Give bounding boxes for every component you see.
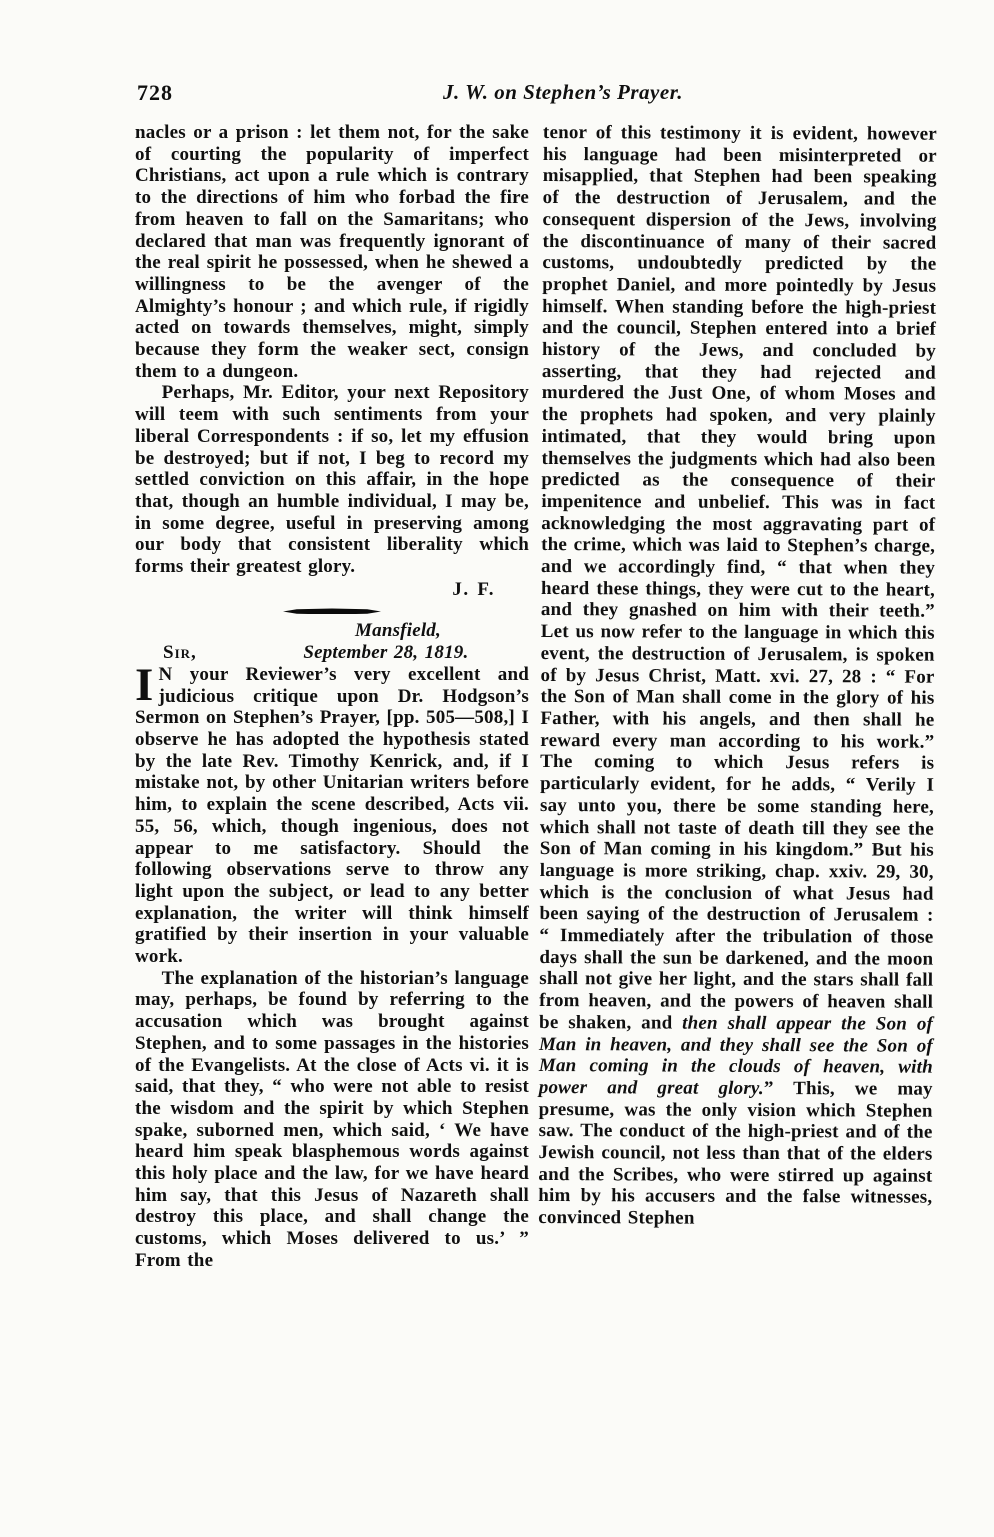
letter-opening-paragraph [135,658,529,968]
right-column [538,122,937,1273]
paragraph-continuation [538,122,937,1231]
letter-date: September 28, 1819. [303,642,469,664]
section-divider-rule [283,608,381,614]
letter-salutation: Sir, [163,642,197,664]
text-columns [135,122,937,1272]
signature: J. F. [452,578,495,600]
running-title: J. W. on Stephen’s Prayer. [443,80,683,104]
paragraph: The explanation of the historian’s language may, perhaps, be found by referring to the accusation which was brought against Stephen, and to some passages in the histories of the Evangelists. At the close of Acts vi. it is said, that they, “ who were not able to resist the wisdom and the spirit by which Stephen spake, suborned men, which said, ‘ We have heard him speak blasphemous words against this holy place and the law, for we have heard him say, that this Jesus of Nazareth shall destroy this place, and shall change the customs, which Moses delivered to us.’ ” From the [135,967,529,1271]
paragraph: Perhaps, Mr. Editor, your next Repository will teem with such sentiments from your liberal Correspondents : if so, let my effusion be destroyed; but if not, I beg to record my settled conviction on this affair, in the hope that, though an humble individual, I may be, in some degree, useful in preserving among our body that consistent liberality which forms their greatest glory. [135,382,529,578]
letter-place: Mansfield, [355,620,441,642]
paragraph-text: ” This, we may presume, was the only vision which Stephen saw. The conduct of the high-priest and of the Jewish council, not less than that of the elders and the Scribes, who were stirred up against him by his accusers and the false witnesses, convinced Stephen [538,1077,933,1229]
page-number: 728 [137,80,173,105]
dropcap-initial: I [135,658,154,711]
scripture-quote-italic: then shall appear the Son of Man in heaven, and they shall see the Son of Man coming in the clouds of heaven, with power and great glory. [538,1012,934,1099]
letter-salutation-line [135,642,529,664]
page-header [135,80,935,110]
paragraph-continuation: nacles or a prison : let them not, for the sake of courting the popularity of imperfect Christians, act upon a rule which is contrary to the directions of him who forbad the fire from heaven to fall on the Samaritans; who declared that man was frequently ignorant of the real spirit he possessed, when he shewed a willingness to be the avenger of the Almighty’s honour ; and which rule, if rigidly acted on towards themselves, might, simply because they form the weaker sect, consign them to a dungeon. [135,122,529,382]
paragraph-text: tenor of this testimony it is evident, however his language had been misinterpreted or misapplied, that Stephen had been speaking of the destruction of Jerusalem, and the consequent dispersion of the Jews, involving the discontinuance of many of their sacred customs, undoubtedly predicted by the prophet Daniel, and more pointedly by Jesus himself. When standing before the high-priest and the council, Stephen entered into a brief history of the Jews, and concluded by asserting, that they had rejected and murdered the Just One, of whom Moses and the prophets had spoken, and very plainly intimated, that they would bring upon themselves the judgments which had also been predicted as the consequence of their impenitence and unbelief. This was in fact acknowledging the most aggravating part of the crime, which was laid to Stephen’s charge, and we accordingly find, “ that when they heard these things, they were cut to the heart, and they gnashed on him with their teeth.” Let us now refer to the language in which this event, the destruction of Jerusalem, is spoken of by Jesus Christ, Matt. xvi. 27, 28 : “ For the Son of Man shall come in the glory of his Father, with his angels, and then shall he reward every man according to his work.” The coming to which Jesus refers is particularly evident, for he adds, “ Verily I say unto you, there be some standing here, which shall not taste of death till they see the Son of Man coming in his kingdom.” But his language is more striking, chap. xxiv. 29, 30, which is the conclusion of what Jesus had been saying of the destruction of Jerusalem : “ Immediately after the tribulation of those days shall the sun be darkened, and the moon shall not give her light, and the stars shall fall from heaven, and the powers of heaven shall be shaken, and [539,122,937,1034]
letter-opening-text: N your Reviewer’s very excellent and judicious critique upon Dr. Hodgson’s Sermon on Stephen’s Prayer, [pp. 505—508,] I observe he has adopted the hypothesis stated by the late Rev. Timothy Kenrick, and, if I mistake not, by other Unitarian writers before him, to explain the scene described, Acts vii. 55, 56, which, though ingenious, does not appear to me satisfactory. Should the following observations serve to throw any light upon the subject, or lead to any better explanation, the writer will think himself gratified by their insertion in your valuable work. [135,663,529,968]
left-column [135,122,529,1272]
